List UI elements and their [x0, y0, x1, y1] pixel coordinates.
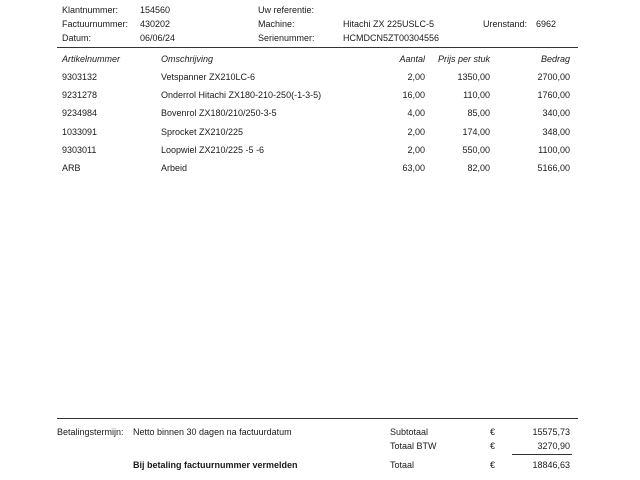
col-header-aantal: Aantal [399, 54, 425, 64]
cell-aantal: 16,00 [402, 90, 425, 100]
cell-omschrijving: Onderrol Hitachi ZX180-210-250(-1-3-5) [161, 90, 322, 100]
col-header-omschrijving: Omschrijving [161, 54, 214, 64]
cell-artikelnummer: 9303132 [62, 72, 98, 82]
machine-value: Hitachi ZX 225USLC-5 [343, 19, 435, 29]
cell-bedrag: 5166,00 [537, 163, 570, 173]
total-underline [512, 454, 572, 455]
btw-label: Totaal BTW [390, 441, 437, 451]
cell-prijs: 85,00 [467, 108, 490, 118]
cell-prijs: 82,00 [467, 163, 490, 173]
cell-aantal: 4,00 [407, 108, 425, 118]
datum-label: Datum: [62, 33, 92, 43]
totaal-label: Totaal [390, 460, 415, 470]
cell-artikelnummer: ARB [62, 163, 81, 173]
col-header-prijs: Prijs per stuk [437, 54, 490, 64]
subtotaal-currency: € [490, 427, 496, 437]
betalingstermijn-label: Betalingstermijn: [57, 427, 124, 437]
cell-aantal: 63,00 [402, 163, 425, 173]
cell-artikelnummer: 1033091 [62, 127, 98, 137]
datum-value: 06/06/24 [140, 33, 176, 43]
cell-bedrag: 2700,00 [537, 72, 570, 82]
cell-aantal: 2,00 [407, 72, 425, 82]
col-header-artikelnummer: Artikelnummer [62, 54, 121, 64]
payment-notice: Bij betaling factuurnummer vermelden [133, 460, 298, 470]
cell-artikelnummer: 9231278 [62, 90, 98, 100]
factuurnummer-value: 430202 [140, 19, 171, 29]
cell-omschrijving: Bovenrol ZX180/210/250-3-5 [161, 108, 277, 118]
urenstand-value: 6962 [536, 19, 557, 29]
cell-bedrag: 348,00 [542, 127, 570, 137]
referentie-label: Uw referentie: [258, 5, 315, 15]
cell-artikelnummer: 9303011 [62, 145, 97, 155]
klantnummer-value: 154560 [140, 5, 171, 15]
serienummer-label: Serienummer: [258, 33, 315, 43]
cell-omschrijving: Arbeid [161, 163, 188, 173]
machine-label: Machine: [258, 19, 295, 29]
subtotaal-label: Subtotaal [390, 427, 429, 437]
urenstand-label: Urenstand: [483, 19, 528, 29]
klantnummer-label: Klantnummer: [62, 5, 119, 15]
subtotaal-value: 15575,73 [532, 427, 570, 437]
cell-prijs: 1350,00 [457, 72, 490, 82]
footer-divider [57, 418, 578, 419]
col-header-bedrag: Bedrag [540, 54, 570, 64]
btw-value: 3270,90 [537, 441, 570, 451]
cell-bedrag: 1760,00 [537, 90, 570, 100]
cell-omschrijving: Loopwiel ZX210/225 -5 -6 [161, 145, 265, 155]
serienummer-value: HCMDCN5ZT00304556 [343, 33, 440, 43]
totaal-currency: € [490, 460, 496, 470]
cell-aantal: 2,00 [407, 145, 425, 155]
totaal-value: 18846,63 [532, 460, 570, 470]
btw-currency: € [490, 441, 496, 451]
header-divider [57, 47, 578, 48]
cell-prijs: 550,00 [462, 145, 490, 155]
cell-prijs: 174,00 [462, 127, 490, 137]
factuurnummer-label: Factuurnummer: [62, 19, 129, 29]
cell-aantal: 2,00 [407, 127, 425, 137]
cell-bedrag: 340,00 [542, 108, 570, 118]
cell-bedrag: 1100,00 [538, 145, 570, 155]
cell-artikelnummer: 9234984 [62, 108, 98, 118]
cell-omschrijving: Vetspanner ZX210LC-6 [161, 72, 256, 82]
betalingstermijn-value: Netto binnen 30 dagen na factuurdatum [133, 427, 292, 437]
cell-omschrijving: Sprocket ZX210/225 [161, 127, 244, 137]
cell-prijs: 110,00 [463, 90, 490, 100]
